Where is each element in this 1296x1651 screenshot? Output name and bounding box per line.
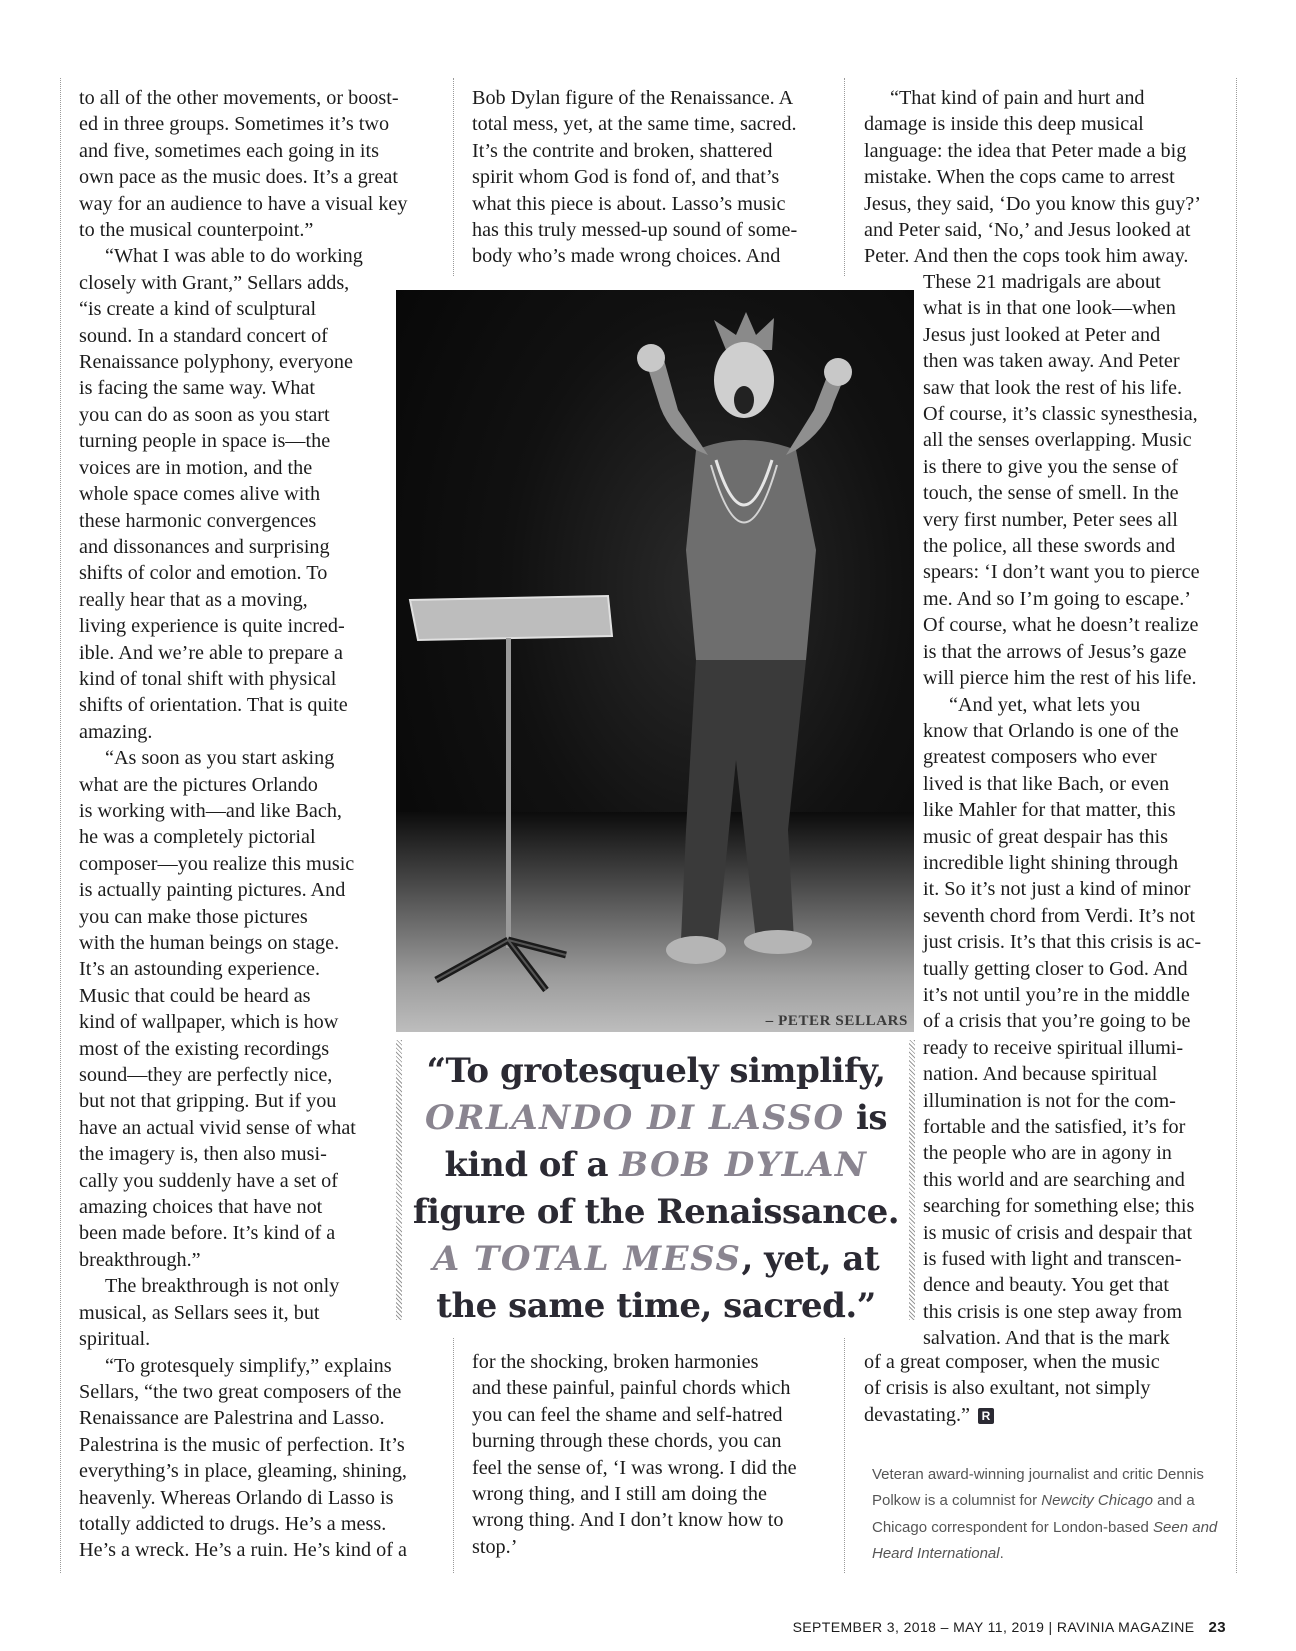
closing-line: devastating.” R [864,1402,1224,1428]
text-line: what this piece is about. Lasso’s music [472,192,786,215]
text-line: touch, the sense of smell. In the [923,482,1179,505]
text-line: with the human beings on stage. [79,932,340,954]
paragraph [79,243,429,745]
text-line: These 21 madrigals are about [923,271,1161,293]
text-line: will pierce him the rest of his life. [923,667,1197,690]
text-line: it. So it’s not just a kind of minor [923,878,1191,901]
footer-issue: SEPTEMBER 3, 2018 – MAY 11, 2019 | RAVINIA MAGAZINE [792,1619,1195,1635]
author-bio [872,1462,1232,1568]
text-line: music of great despair has this [923,825,1168,848]
text-line: composer—you realize this music [79,852,355,875]
text-line: this world and are searching and [923,1168,1185,1191]
text-line: wrong thing, and I still am doing the [472,1483,767,1506]
text-line: Sellars, “the two great composers of the [79,1380,402,1403]
text-line: everything’s in place, gleaming, shining, [79,1460,407,1483]
text-line: all the senses overlapping. Music [923,429,1192,452]
pullquote-line: “To grotesquely simplify, [426,1051,886,1091]
bio-line: Veteran award-winning journalist and critic Dennis [872,1466,1204,1483]
text-line: Palestrina is the music of perfection. It’s [79,1433,405,1456]
text-line: “is create a kind of sculptural [79,298,317,321]
text-line: is that the arrows of Jesus’s gaze [923,640,1187,663]
text-line: Renaissance are Palestrina and Lasso. [79,1407,385,1430]
text-line: stop.’ [472,1535,518,1558]
text-line: shifts of color and emotion. To [79,562,328,585]
text-line: the police, all these swords and [923,535,1176,558]
bio-line: Heard International. [872,1545,1004,1563]
text-line: amazing choices that have not [79,1196,323,1219]
text-line: It’s the contrite and broken, shattered [472,139,773,162]
pull-quote [408,1048,904,1330]
column-1 [79,85,429,1564]
text-line: voices are in motion, and the [79,456,313,479]
text-line: have an actual vivid sense of what [79,1116,356,1139]
text-line: heavenly. Whereas Orlando di Lasso is [79,1486,394,1509]
text-line: to the musical counterpoint.” [79,219,314,242]
text-line: lived is that like Bach, or even [923,772,1170,795]
text-line: shifts of orientation. That is quite [79,694,348,717]
text-line: very first number, Peter sees all [923,508,1178,531]
column-3-top [864,85,1224,270]
text-line: greatest composers who ever [923,746,1157,769]
paragraph [472,85,832,270]
paragraph [923,269,1223,692]
text-line: wrong thing. And I don’t know how to [472,1509,784,1532]
pullquote-line: kind of a BOB DYLAN [444,1145,868,1185]
column-2-bottom [472,1349,832,1560]
text-line: of a crisis that you’re going to be [923,1010,1191,1033]
text-line: Bob Dylan figure of the Renaissance. A [472,87,794,109]
paragraph [79,85,429,243]
text-line: musical, as Sellars sees it, but [79,1301,320,1324]
text-line: Renaissance polyphony, everyone [79,351,353,374]
text-line: nation. And because spiritual [923,1063,1158,1086]
text-line: Of course, it’s classic synesthesia, [923,403,1198,426]
bio-line: Chicago correspondent for London-based Seen and [872,1518,1218,1536]
pullquote-line: A TOTAL MESS, yet, at [432,1239,880,1279]
text-line: language: the idea that Peter made a big [864,139,1187,162]
text-line: is there to give you the sense of [923,455,1179,478]
pullquote-line: ORLANDO DI LASSO is [424,1098,888,1138]
text-line: ible. And we’re able to prepare a [79,641,343,664]
text-line: you can make those pictures [79,905,308,928]
text-line: total mess, yet, at the same time, sacred. [472,113,797,136]
text-line: you can feel the shame and self-hatred [472,1403,783,1426]
text-line: is facing the same way. What [79,377,315,400]
text-line: is fused with light and transcen- [923,1248,1182,1271]
page-number: 23 [1208,1619,1226,1636]
text-line: this crisis is one step away from [923,1300,1183,1323]
text-line: dence and beauty. You get that [923,1274,1169,1297]
text-line: for the shocking, broken harmonies [472,1351,759,1373]
page-footer [793,1619,1226,1636]
text-line: it’s not until you’re in the middle [923,983,1190,1006]
text-line: of crisis is also exultant, not simply [864,1377,1151,1400]
text-line: to all of the other movements, or boost- [79,87,399,109]
text-line: what are the pictures Orlando [79,773,318,796]
music-stand-icon [410,596,612,990]
text-line: It’s an astounding experience. [79,958,321,981]
text-line: is working with—and like Bach, [79,799,342,822]
text-line: burning through these chords, you can [472,1430,782,1453]
text-line: of a great composer, when the music [864,1351,1160,1373]
text-line: spirit whom God is fond of, and that’s [472,166,780,189]
paragraph [864,85,1224,270]
text-line: is actually painting pictures. And [79,879,346,902]
paragraph [923,692,1223,1352]
photo-credit: – PETER SELLARS [765,1013,908,1029]
text-line: breakthrough.” [79,1248,201,1271]
column-2-top [472,85,832,270]
text-line: tually getting closer to God. And [923,957,1188,980]
text-line: “To grotesquely simplify,” explains [105,1354,392,1377]
text-line: Jesus just looked at Peter and [923,323,1161,346]
text-line: seventh chord from Verdi. It’s not [923,904,1196,927]
text-line: salvation. And that is the mark [923,1327,1170,1350]
text-line: damage is inside this deep musical [864,113,1144,136]
text-line: he was a completely pictorial [79,826,316,849]
paragraph [79,1273,429,1352]
text-line: turning people in space is—the [79,430,331,453]
text-line: illumination is not for the com- [923,1089,1176,1112]
text-line: and these painful, painful chords which [472,1377,791,1400]
text-line: The breakthrough is not only [105,1275,340,1298]
text-line: is music of crisis and despair that [923,1221,1193,1244]
text-line: and dissonances and surprising [79,535,330,558]
text-line: feel the sense of, ‘I was wrong. I did the [472,1456,797,1479]
column-3-mid [923,269,1223,1352]
text-line: closely with Grant,” Sellars adds, [79,271,350,294]
text-line: saw that look the rest of his life. [923,376,1183,399]
text-line: spiritual. [79,1328,151,1351]
text-line: whole space comes alive with [79,483,321,506]
column-3-bottom [864,1349,1224,1428]
text-line: know that Orlando is one of the [923,719,1179,742]
end-mark-icon: R [978,1408,994,1424]
text-line: way for an audience to have a visual key [79,192,408,215]
stage-photo-illustration [396,290,914,1032]
pullquote-right-rule [909,1040,915,1320]
text-line: “As soon as you start asking [105,747,335,770]
text-line: cally you suddenly have a set of [79,1169,338,1192]
text-line: me. And so I’m going to escape.’ [923,587,1191,610]
text-line: He’s a wreck. He’s a ruin. He’s kind of a [79,1539,407,1562]
text-line: kind of tonal shift with physical [79,667,337,690]
text-line: “That kind of pain and hurt and [890,87,1145,109]
paragraph [79,1353,429,1564]
text-line: kind of wallpaper, which is how [79,1011,339,1034]
column-rule-1 [453,78,454,276]
paragraph [472,1349,832,1560]
text-line: has this truly messed-up sound of some- [472,219,798,242]
text-line: totally addicted to drugs. He’s a mess. [79,1512,387,1535]
text-line: Music that could be heard as [79,984,311,1007]
text-line: body who’s made wrong choices. And [472,245,781,268]
text-line: incredible light shining through [923,851,1179,874]
pullquote-line: the same time, sacred.” [436,1286,876,1326]
performer-photo [396,290,914,1032]
text-line: ready to receive spiritual illumi- [923,1036,1184,1059]
text-line: like Mahler for that matter, this [923,799,1176,822]
text-line: mistake. When the cops came to arrest [864,166,1175,189]
text-line: most of the existing recordings [79,1037,330,1060]
text-line: spears: ‘I don’t want you to pierce [923,561,1200,584]
text-line: you can do as soon as you start [79,403,330,426]
text-line: sound—they are perfectly nice, [79,1064,333,1087]
performer-figure [637,312,852,964]
text-line: the people who are in agony in [923,1142,1172,1165]
pullquote-left-rule [396,1040,402,1320]
text-line: searching for something else; this [923,1195,1195,1218]
column-rule-left-outer [60,78,61,1573]
text-line: the imagery is, then also musi- [79,1143,327,1166]
bio-line: Polkow is a columnist for Newcity Chicago and a [872,1492,1195,1510]
column-rule-right-outer [1236,78,1237,1573]
text-line: sound. In a standard concert of [79,324,328,347]
paragraph [79,745,429,1273]
paragraph [864,1349,1224,1402]
text-line: just crisis. It’s that this crisis is ac- [923,931,1202,954]
text-line: amazing. [79,720,153,743]
pullquote-line: figure of the Renaissance. [412,1192,900,1232]
text-line: “And yet, what lets you [949,693,1141,716]
text-line: ed in three groups. Sometimes it’s two [79,113,390,136]
text-line: and Peter said, ‘No,’ and Jesus looked at [864,219,1191,242]
text-line: these harmonic convergences [79,509,317,532]
text-line: fortable and the satisfied, it’s for [923,1116,1186,1138]
text-line: really hear that as a moving, [79,588,308,611]
text-line: and five, sometimes each going in its [79,139,379,162]
column-rule-2 [844,78,845,276]
text-line: what is in that one look—when [923,297,1176,320]
text-line: Peter. And then the cops took him away. [864,245,1189,268]
text-line: own pace as the music does. It’s a great [79,166,398,189]
text-line: been made before. It’s kind of a [79,1222,336,1245]
column-rule-1b [453,1338,454,1573]
column-rule-2b [844,1338,845,1573]
text-line: but not that gripping. But if you [79,1090,337,1113]
text-line: “What I was able to do working [105,245,363,268]
text-line: then was taken away. And Peter [923,350,1180,373]
text-line: Of course, what he doesn’t realize [923,614,1199,637]
text-line: living experience is quite incred- [79,615,345,638]
text-line: Jesus, they said, ‘Do you know this guy?’ [864,192,1201,215]
